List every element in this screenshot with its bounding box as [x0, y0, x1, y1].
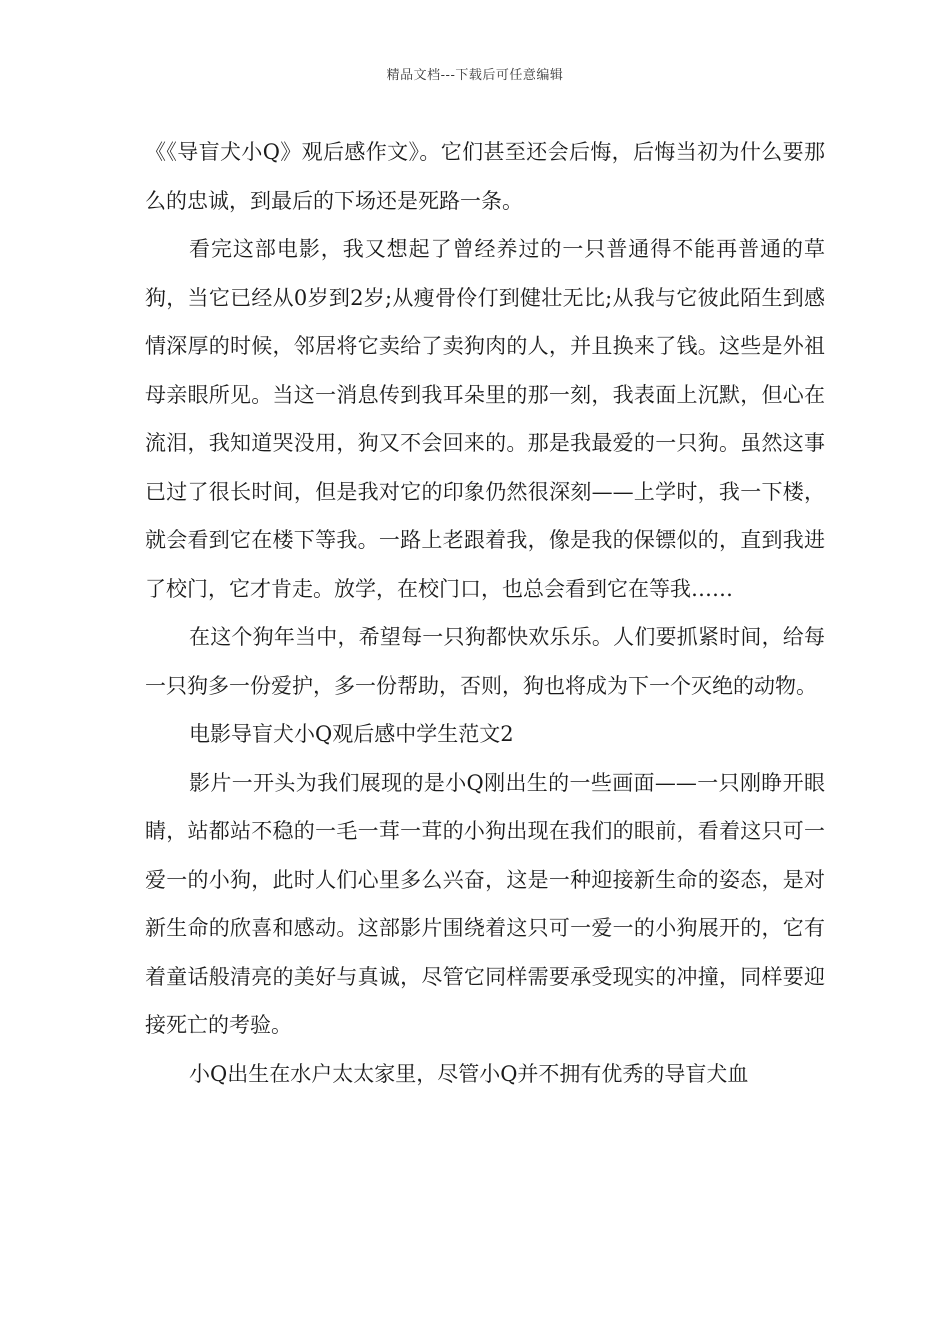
document-header: 精品文档---下载后可任意编辑: [386, 68, 564, 83]
paragraph-2: 看完这部电影，我又想起了曾经养过的一只普通得不能再普通的草狗，当它已经从0岁到2岁;从瘦骨伶仃到健壮无比;从我与它彼此陌生到感情深厚的时候，邻居将它卖给了卖狗肉的人，并且换来了钱。这些是外祖母亲眼所见。当这一消息传到我耳朵里的那一刻，我表面上沉默，但心在流泪，我知道哭没用，狗又不会回来的。那是我最爱的一只狗。虽然这事已过了很长时间，但是我对它的印象仍然很深刻——上学时，我一下楼，就会看到它在楼下等我。一路上老跟着我，像是我的保镖似的，直到我进了校门，它才肯走。放学，在校门口，也总会看到它在等我……: [145, 237, 825, 601]
paragraph-3: 在这个狗年当中，希望每一只狗都快欢乐乐。人们要抓紧时间，给每一只狗多一份爱护，多一份帮助，否则，狗也将成为下一个灭绝的动物。: [145, 625, 825, 698]
paragraph-5: 小Q出生在水户太太家里，尽管小Q并不拥有优秀的导盲犬血: [189, 1061, 749, 1086]
paragraph-4: 影片一开头为我们展现的是小Q刚出生的一些画面——一只刚睁开眼睛，站都站不稳的一毛一茸一茸的小狗出现在我们的眼前，看着这只可一爱一的小狗，此时人们心里多么兴奋，这是一种迎接新生命的姿态，是对新生命的欣喜和感动。这部影片围绕着这只可一爱一的小狗展开的，它有着童话般清亮的美好与真诚，尽管它同样需要承受现实的冲撞，同样要迎接死亡的考验。: [145, 770, 825, 1037]
paragraph-1: 《《导盲犬小Q》观后感作文》。它们甚至还会后悔，后悔当初为什么要那么的忠诚，到最后的下场还是死路一条。: [145, 140, 825, 213]
section-heading: 电影导盲犬小Q观后感中学生范文2: [189, 722, 514, 746]
document-body: [145, 128, 825, 1098]
